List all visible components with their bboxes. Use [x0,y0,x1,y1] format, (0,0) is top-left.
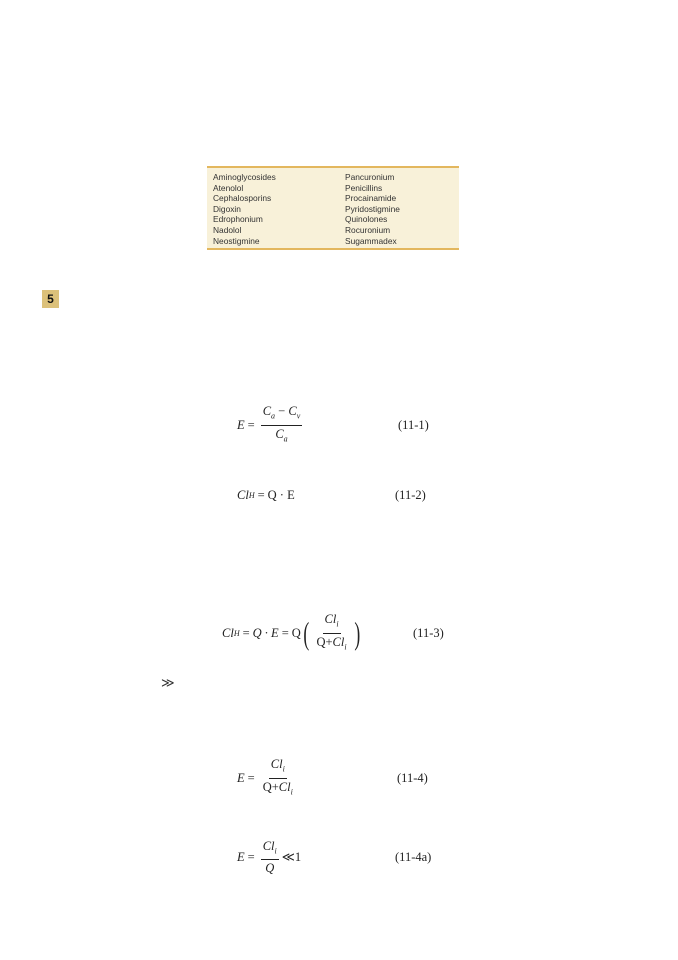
eq-fraction: $\frac{Cl_i}{Q+Cl_i}$ [262,757,293,796]
equation-number: (11-4a) [395,849,432,864]
eq-lhs: E [237,417,245,432]
drug-item: Cephalosporins [213,193,272,204]
drug-list-box [207,166,459,250]
eq-lhs: Cl [222,625,234,640]
drug-item: Penicillins [345,182,383,193]
drug-item: Atenolol [213,182,244,193]
much-greater-symbol: ≫ [161,676,175,691]
drug-list-left-column [213,172,276,246]
drug-item: Neostigmine [213,235,260,246]
eq-fraction: $\frac{Cl_i}{Q+Cl_i}$ [316,612,347,651]
eq-lhs: E [237,849,245,864]
eq-lhs: Cl [237,487,249,502]
equation-11-1: E = $\frac{C_a - C_v}{C_a}$ (11-1) [237,405,437,445]
drug-item: Pyridostigmine [345,203,400,214]
eq-fraction: $\frac{Cl_i}{Q}$ [262,838,277,876]
drug-item: Edrophonium [213,214,263,225]
equation-number: (11-3) [413,625,444,640]
equation-number: (11-1) [398,417,429,432]
equation-number: (11-4) [397,770,428,785]
equation-11-3: Cl H = Q · E = Q ( $\frac{Cl_i}{Q+Cl_i}$ ) (11-3) [222,613,452,653]
eq-rhs: Q · E [267,487,295,502]
section-number-badge: 5 [42,290,59,308]
equation-11-4: E = $\frac{Cl_i}{Q+Cl_i}$ (11-4) [237,758,437,798]
equation-number: (11-2) [395,487,426,502]
drug-item: Digoxin [213,203,241,214]
drug-list-right-column [345,172,400,246]
drug-item: Quinolones [345,214,388,225]
drug-item: Nadolol [213,224,242,235]
equation-11-4a: E = $\frac{Cl_i}{Q}$ ≪ 1 (11-4a) [237,838,432,876]
drug-item: Sugammadex [345,235,397,246]
equation-11-2: Cl H = Q · E (11-2) [237,475,437,515]
drug-item: Pancuronium [345,172,395,182]
eq-lhs: E [237,770,245,785]
drug-item: Aminoglycosides [213,172,276,182]
eq-fraction: $\frac{C_a - C_v}{C_a}$ [262,404,301,443]
drug-item: Rocuronium [345,224,391,235]
drug-item: Procainamide [345,193,397,204]
